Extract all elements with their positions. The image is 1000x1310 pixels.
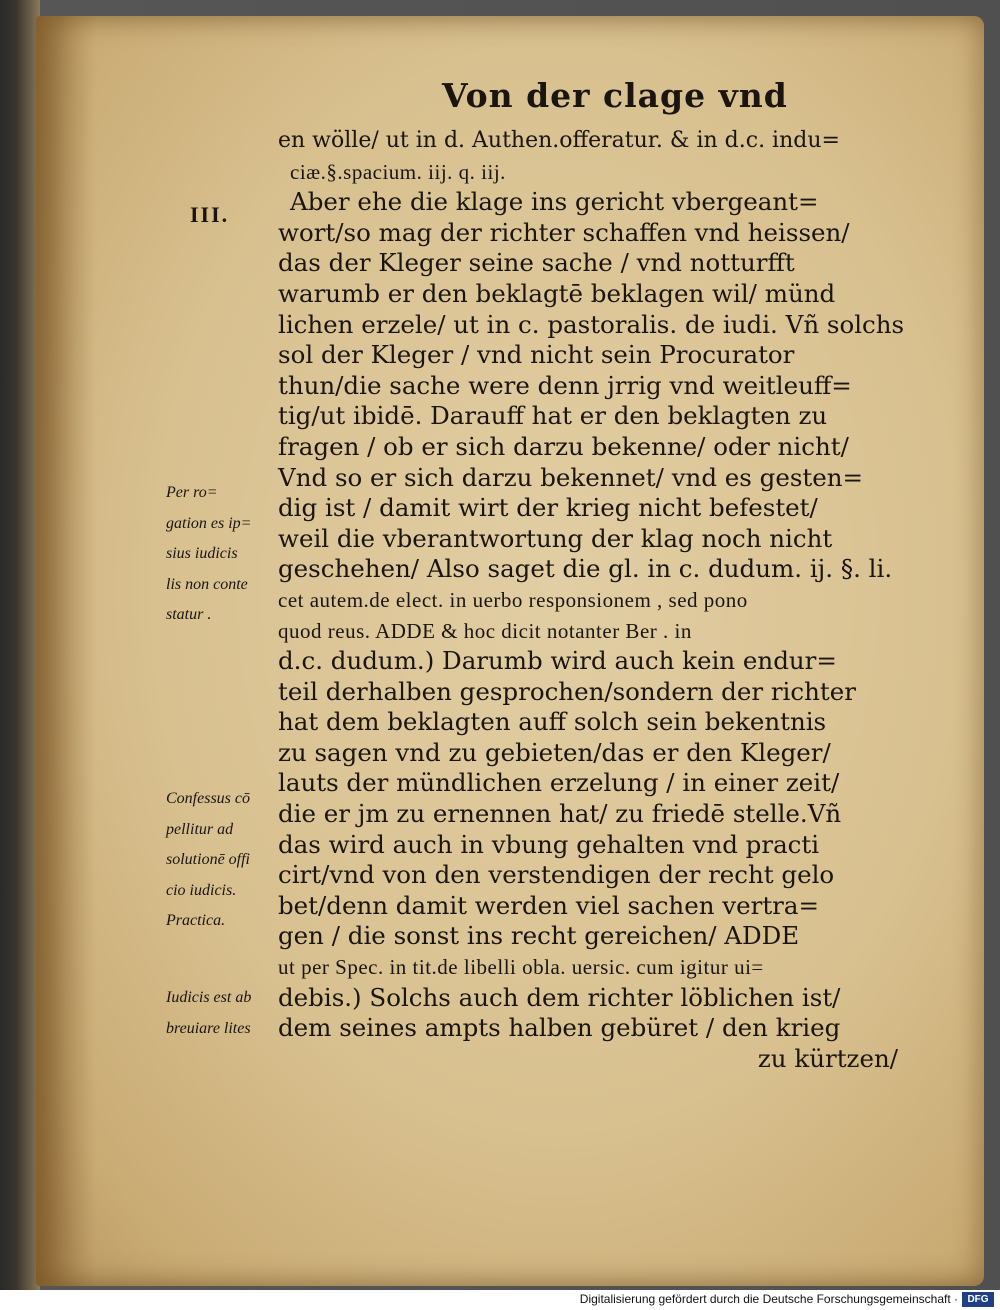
margin-note-line: lis non conte bbox=[166, 575, 248, 593]
text-line-10: tig/ut ibidē. Darauff hat er den beklagten zu bbox=[278, 401, 828, 431]
text-line-18: d.c. dudum.) Darumb wird auch kein endur= bbox=[278, 646, 837, 676]
funding-credit: Digitalisierung gefördert durch die Deutsche Forschungsgemeinschaft · bbox=[579, 1292, 958, 1306]
dfg-logo: DFG bbox=[962, 1292, 994, 1307]
margin-note-line: statur . bbox=[166, 606, 212, 624]
text-line-28: ut per Spec. in tit.de libelli obla. uersic. cum igitur ui= bbox=[278, 955, 764, 980]
text-line-6: warumb er den beklagtē beklagen wil/ münd bbox=[278, 278, 836, 308]
text-line-27: gen / die sonst ins recht gereichen/ ADDE bbox=[278, 921, 800, 951]
main-text-block bbox=[278, 126, 918, 1074]
margin-note-line: solutionē offi bbox=[166, 851, 250, 869]
margin-note-confessus bbox=[166, 784, 292, 937]
text-line-15: geschehen/ Also saget die gl. in c. dudum. ij. §. li. bbox=[278, 554, 893, 584]
text-line-2: ciæ.§.spacium. iij. q. iij. bbox=[290, 159, 506, 184]
margin-note-line: pellitur ad bbox=[166, 820, 234, 838]
text-line-16: cet autem.de elect. in uerbo responsionem , sed pono bbox=[278, 587, 748, 612]
text-line-14: weil die vberantwortung der klag noch nicht bbox=[278, 523, 833, 553]
margin-note-iudicis bbox=[166, 983, 292, 1044]
text-line-3: Aber ehe die klage ins gericht vbergeant= bbox=[290, 187, 819, 217]
text-line-20: hat dem beklagten auff solch sein bekentnis bbox=[278, 707, 827, 737]
text-line-23: die er jm zu ernennen hat/ zu friedē stelle.Vñ bbox=[278, 799, 842, 829]
text-line-13: dig ist / damit wirt der krieg nicht befestet/ bbox=[278, 493, 818, 523]
text-line-11: fragen / ob er sich darzu bekenne/ oder nicht/ bbox=[278, 431, 849, 461]
running-head: Von der clage vnd bbox=[442, 76, 788, 115]
text-line-4: wort/so mag der richter schaffen vnd heissen/ bbox=[278, 217, 850, 247]
margin-note-line: Confessus cō bbox=[166, 790, 250, 807]
text-line-19: teil derhalben gesprochen/sondern der richter bbox=[278, 676, 856, 706]
text-line-22: lauts der mündlichen erzelung / in einer zeit/ bbox=[278, 768, 840, 798]
margin-note-line: gation es ip= bbox=[166, 514, 252, 532]
text-line-9: thun/die sache were denn jrrig vnd weitleuff= bbox=[278, 370, 852, 400]
text-line-25: cirt/vnd von den verstendigen der recht gelo bbox=[278, 860, 835, 890]
margin-note-line: cio iudicis. bbox=[166, 881, 237, 899]
margin-note-line: sius iudicis bbox=[166, 545, 238, 563]
section-number: III. bbox=[190, 202, 230, 227]
footer-bar bbox=[0, 1290, 1000, 1310]
text-line-8: sol der Kleger / vnd nicht sein Procurator bbox=[278, 340, 795, 370]
text-line-31: zu kürtzen/ bbox=[757, 1043, 898, 1073]
margin-note-line: Per ro= bbox=[166, 484, 218, 501]
text-line-30: dem seines ampts halben gebüret / den krieg bbox=[278, 1013, 841, 1043]
text-line-5: das der Kleger seine sache / vnd notturfft bbox=[278, 248, 795, 278]
text-line-24: das wird auch in vbung gehalten vnd practi bbox=[278, 829, 820, 859]
text-line-29: debis.) Solchs auch dem richter löblichen ist/ bbox=[278, 982, 841, 1012]
margin-note-line: Iudicis est ab bbox=[166, 989, 252, 1006]
margin-note-line: Practica. bbox=[166, 912, 226, 930]
text-line-12: Vnd so er sich darzu bekennet/ vnd es gesten= bbox=[278, 462, 864, 492]
margin-note-prorogation bbox=[166, 478, 292, 631]
text-line-26: bet/denn damit werden viel sachen vertra= bbox=[278, 890, 820, 920]
margin-note-line: breuiare lites bbox=[166, 1019, 251, 1037]
text-line-1: en wölle/ ut in d. Authen.offeratur. & in d.c. indu= bbox=[278, 128, 840, 153]
page-gutter-shadow bbox=[36, 16, 96, 1286]
text-line-7: lichen erzele/ ut in c. pastoralis. de iudi. Vñ solchs bbox=[278, 309, 905, 339]
book-spine-edge bbox=[0, 0, 40, 1290]
text-line-21: zu sagen vnd zu gebieten/das er den Kleger/ bbox=[278, 737, 831, 767]
text-line-17: quod reus. ADDE & hoc dicit notanter Ber . in bbox=[278, 618, 692, 643]
